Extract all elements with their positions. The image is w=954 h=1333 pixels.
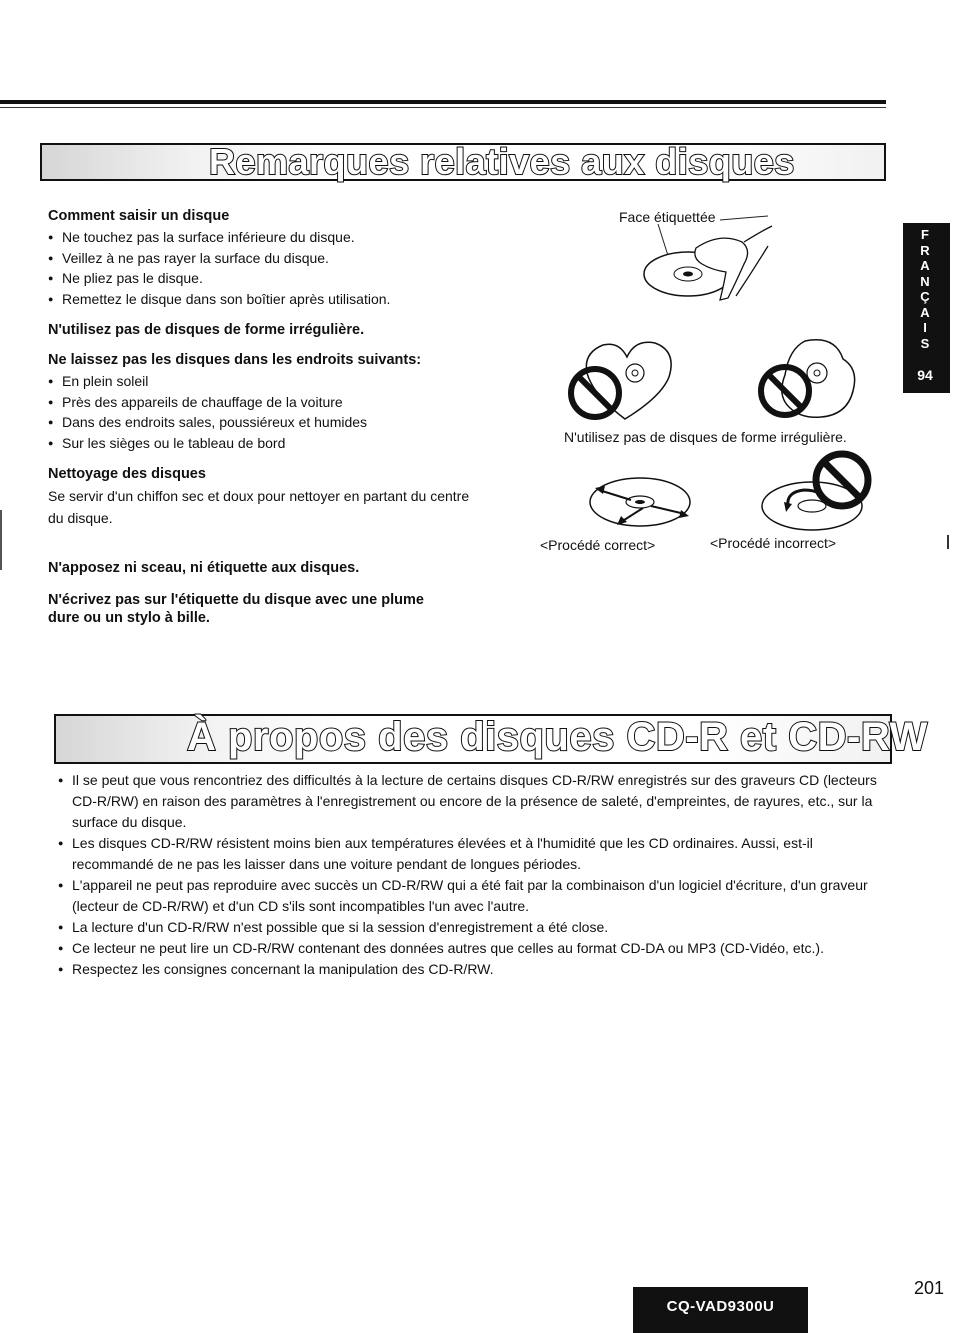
- list-item: ● En plein soleil: [48, 371, 518, 392]
- list-item: ● Veillez à ne pas rayer la surface du disque.: [48, 248, 518, 269]
- handling-list: [48, 227, 518, 309]
- tab-letter: A: [920, 258, 930, 273]
- section-banner-cdr-cdrw: [54, 714, 928, 764]
- list-item: ● Ne touchez pas la surface inférieure du disque.: [48, 227, 518, 248]
- side-page-number: 94: [917, 367, 933, 383]
- list-item: ● La lecture d'un CD-R/RW n'est possible que si la session d'enregistrement a été close.: [58, 917, 894, 938]
- language-letters: [903, 227, 947, 351]
- irregular-caption: N'utilisez pas de disques de forme irrégulière.: [564, 429, 847, 445]
- page-number: 201: [914, 1278, 945, 1298]
- cleaning-heading: Nettoyage des disques: [48, 466, 206, 482]
- tab-letter: F: [921, 227, 929, 242]
- list-item: ● Les disques CD-R/RW résistent moins bien aux températures élevées et à l'humidité que les CD ordinaires. Aussi, est-il recommandé de ne pas les laisser dans une voiture pendant de longues périodes.: [58, 833, 894, 875]
- correct-caption: <Procédé correct>: [540, 537, 656, 553]
- top-rule: [0, 100, 886, 104]
- tab-letter: I: [923, 320, 927, 335]
- tab-letter: Ç: [920, 289, 930, 304]
- hand-holding-disc-illustration: [640, 212, 780, 304]
- top-rule-thin: [0, 107, 886, 108]
- cdr-list: [58, 770, 894, 980]
- list-item: ● Remettez le disque dans son boîtier après utilisation.: [48, 289, 518, 310]
- margin-mark: [947, 535, 949, 549]
- section-banner-remarques: [40, 143, 886, 181]
- cleaning-correct-illustration: [585, 470, 695, 532]
- cleaning-incorrect-prohibited-icon: [758, 448, 876, 536]
- list-item: ● Il se peut que vous rencontriez des difficultés à la lecture de certains disques CD-R/RW enregistrés sur des graveurs CD (lecteurs CD-R/RW) en raison des paramètres à l'enregistrement ou encore de la présence de saleté, d'empreintes, de rayures, etc., sur la surface du disque.: [58, 770, 894, 833]
- tab-letter: N: [920, 273, 930, 289]
- section-title: Remarques relatives aux disques: [209, 141, 795, 182]
- list-item: ● Ne pliez pas le disque.: [48, 268, 518, 289]
- seal-heading: N'apposez ni sceau, ni étiquette aux disques.: [48, 560, 360, 576]
- cleaning-text: Se servir d'un chiffon sec et doux pour nettoyer en partant du centre du disque.: [48, 488, 470, 526]
- tab-letter: A: [920, 304, 930, 320]
- incorrect-caption: <Procédé incorrect>: [710, 535, 837, 551]
- list-item: ● Sur les sièges ou le tableau de bord: [48, 433, 518, 454]
- places-list: [48, 371, 518, 453]
- margin-mark: [0, 510, 2, 570]
- list-item: ● Dans des endroits sales, poussiéreux et humides: [48, 412, 518, 433]
- label-side-caption: Face étiquettée: [619, 209, 716, 225]
- list-item: ● Ce lecteur ne peut lire un CD-R/RW contenant des données autres que celles au format CD-DA ou MP3 (CD-Vidéo, etc.).: [58, 938, 894, 959]
- pen-heading: N'écrivez pas sur l'étiquette du disque avec une plume dure ou un stylo à bille.: [48, 592, 424, 626]
- cdr-notes: [58, 768, 894, 980]
- left-column: [48, 207, 518, 627]
- irregular-disc-prohibited-icon: [755, 335, 865, 425]
- tab-letter: R: [920, 242, 930, 258]
- places-heading: Ne laissez pas les disques dans les endroits suivants:: [48, 352, 422, 368]
- list-item: ● Respectez les consignes concernant la manipulation des CD-R/RW.: [58, 959, 894, 980]
- list-item: ● Près des appareils de chauffage de la voiture: [48, 392, 518, 413]
- section-title: À propos des disques CD-R et CD-RW: [187, 715, 928, 759]
- handling-heading: Comment saisir un disque: [48, 208, 230, 224]
- list-item: ● L'appareil ne peut pas reproduire avec succès un CD-R/RW qui a été fait par la combinaison d'un logiciel d'écriture, d'un graveur (lecteur de CD-R/RW) et d'un CD s'ils sont incompatibles l'un avec l'autre.: [58, 875, 894, 917]
- model-label: CQ-VAD9300U: [633, 1287, 808, 1333]
- tab-letter: S: [920, 335, 930, 351]
- heart-disc-prohibited-icon: [565, 335, 683, 425]
- irregular-heading: N'utilisez pas de disques de forme irrégulière.: [48, 322, 365, 338]
- language-side-tab: [903, 223, 950, 393]
